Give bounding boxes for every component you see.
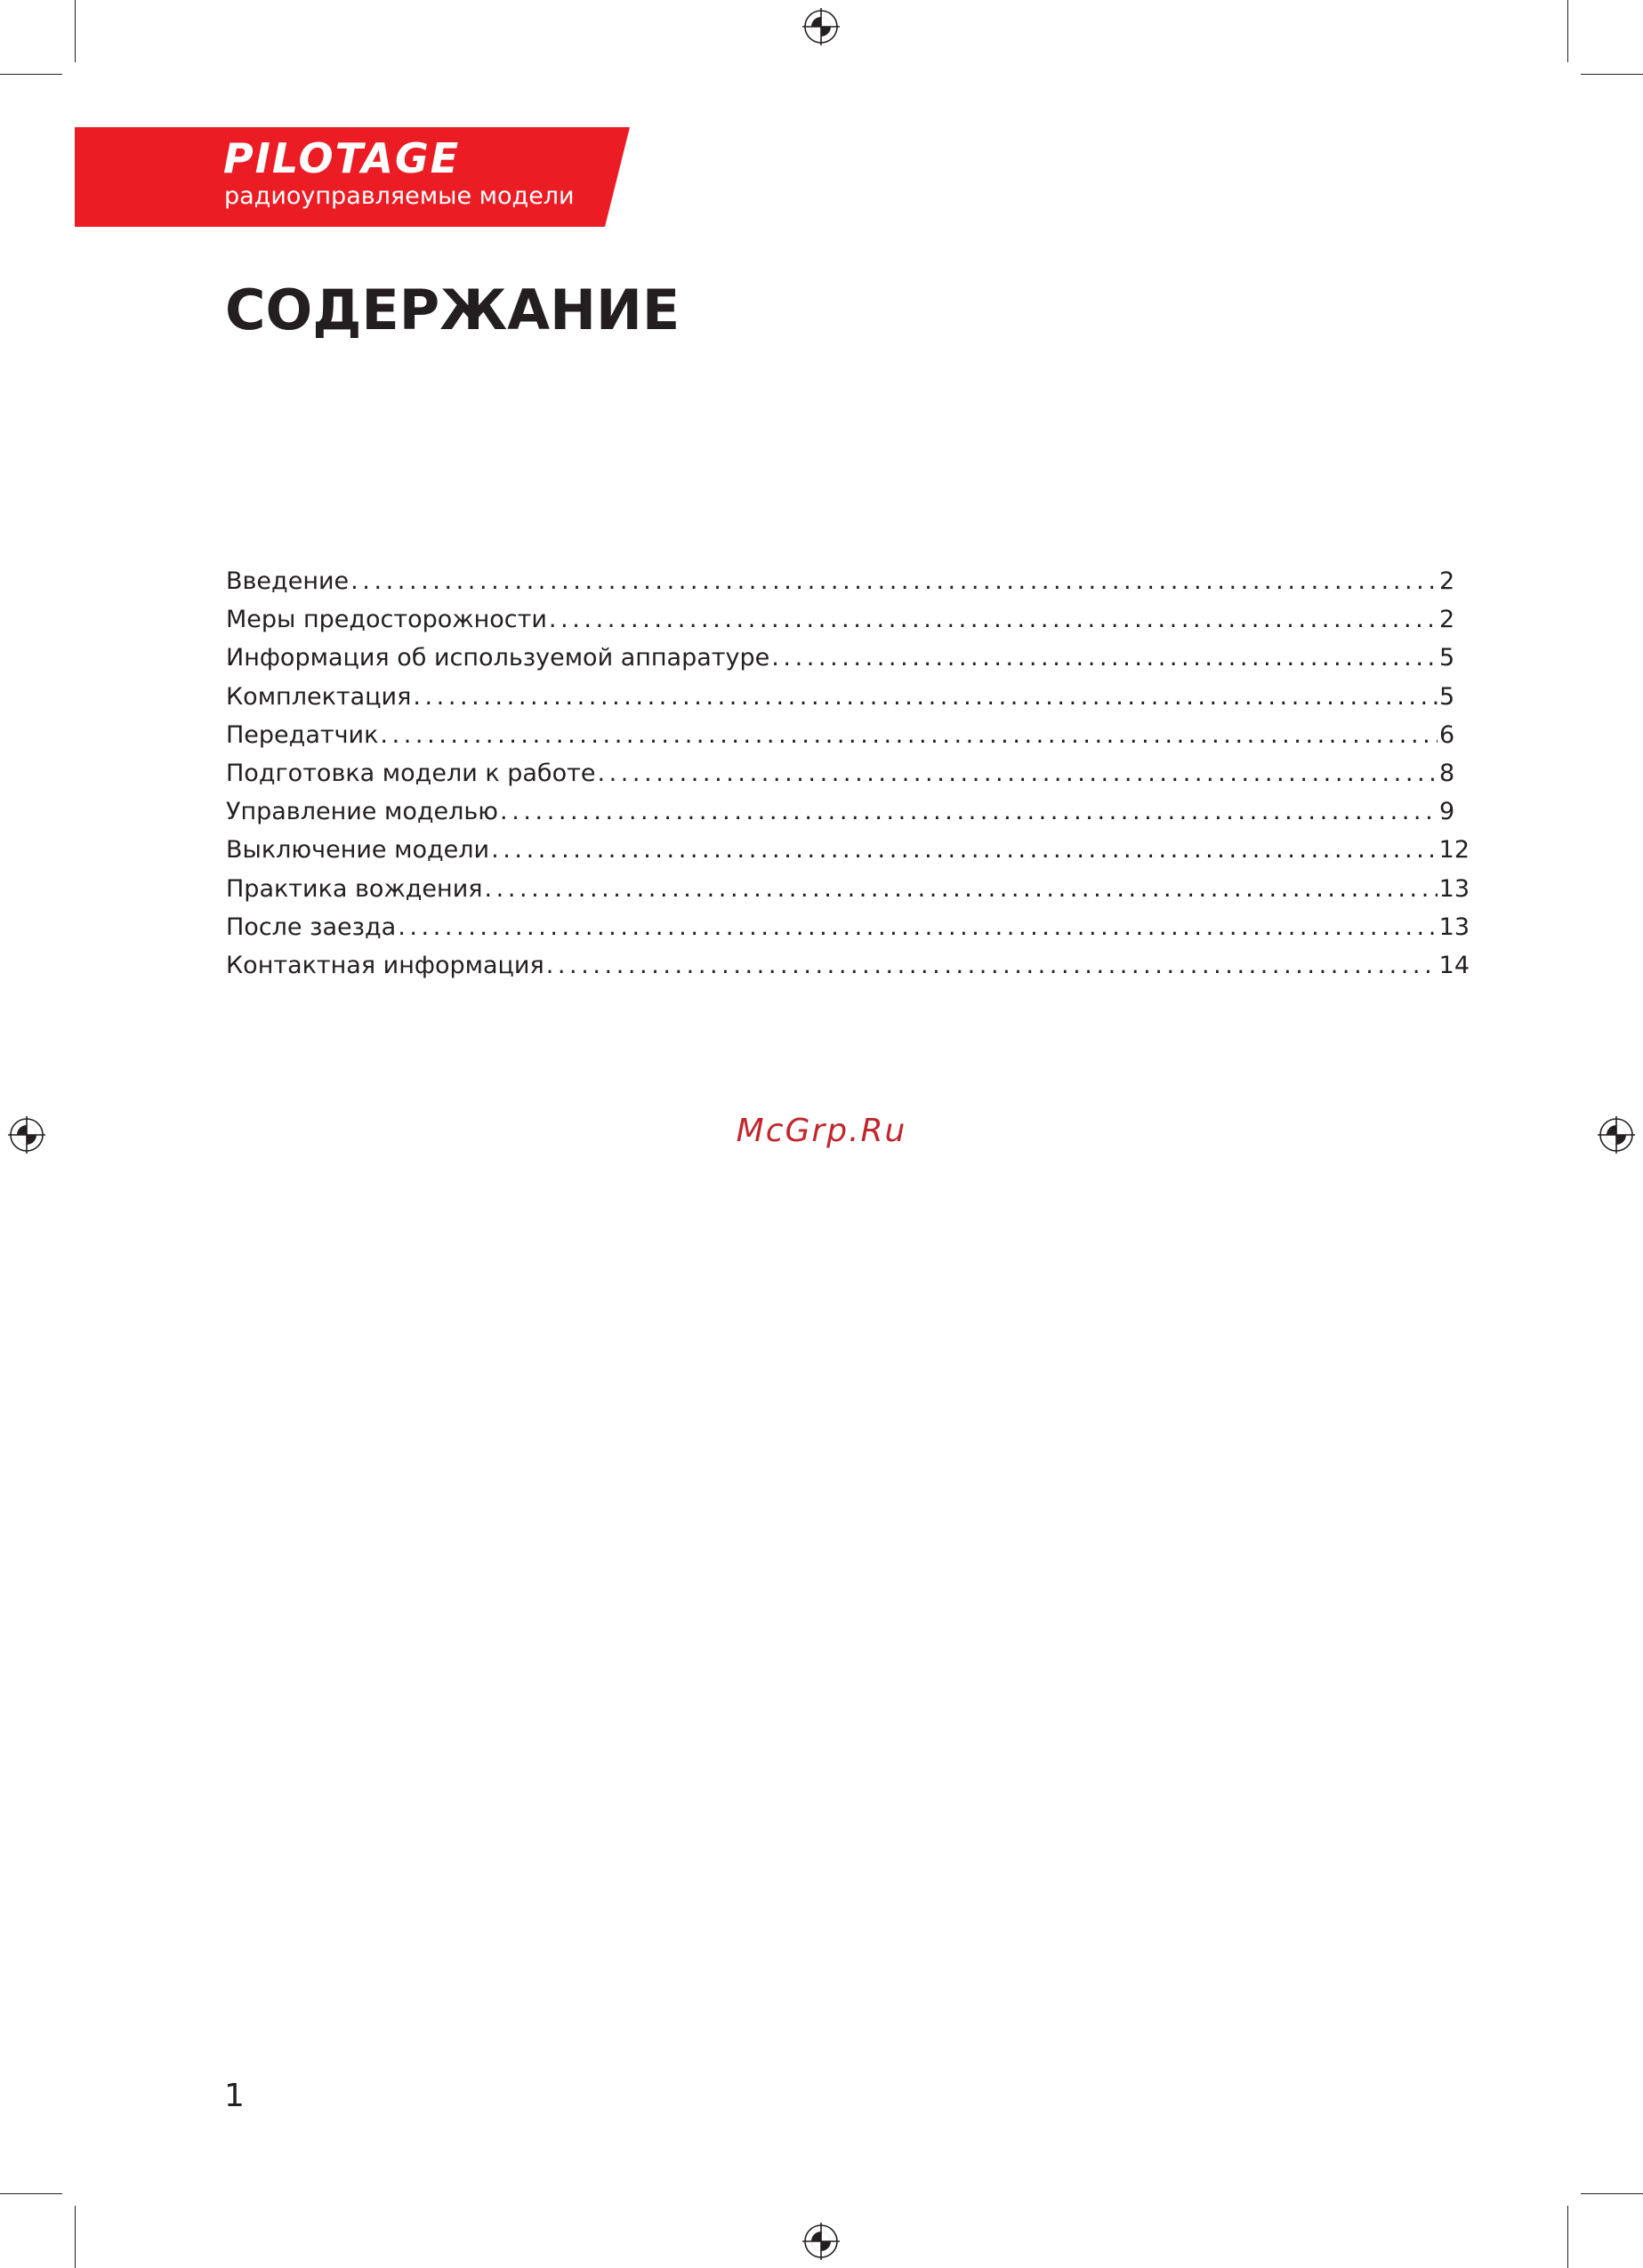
toc-entry-page: 2 xyxy=(1439,606,1455,634)
toc-entry-label: Информация об используемой аппаратуре xyxy=(226,644,770,672)
toc-entry[interactable] xyxy=(226,760,1470,798)
toc-leader xyxy=(350,567,1438,595)
watermark: McGrp.Ru xyxy=(736,1113,907,1149)
crop-mark-top-right-h xyxy=(1581,74,1643,75)
toc-entry[interactable] xyxy=(226,683,1470,721)
toc-leader xyxy=(546,952,1438,979)
crop-mark-bottom-right-v xyxy=(1567,2206,1568,2268)
crop-mark-top-left-v xyxy=(75,0,76,62)
crop-mark-bottom-left-v xyxy=(75,2206,76,2268)
crop-mark-top-left-h xyxy=(0,74,62,75)
toc-entry-label: Комплектация xyxy=(226,682,412,711)
toc-leader xyxy=(500,798,1438,825)
page-title: СОДЕРЖАНИЕ xyxy=(225,277,681,342)
toc-leader xyxy=(398,913,1437,941)
toc-entry[interactable] xyxy=(226,567,1470,606)
crop-mark-bottom-left-h xyxy=(0,2193,62,2194)
toc-leader xyxy=(597,760,1438,787)
toc-entry[interactable] xyxy=(226,952,1470,990)
toc-leader xyxy=(380,721,1438,749)
toc-entry-label: Практика вождения xyxy=(226,874,483,903)
toc-leader xyxy=(491,836,1438,864)
toc-entry-page: 5 xyxy=(1439,682,1455,711)
toc-entry-page: 5 xyxy=(1439,644,1455,672)
toc-entry[interactable] xyxy=(226,798,1470,836)
toc-entry-label: Контактная информация xyxy=(226,951,544,979)
toc-entry-label: Передатчик xyxy=(226,720,379,749)
toc-leader xyxy=(549,606,1438,633)
toc-entry-label: Управление моделью xyxy=(226,798,499,826)
toc-entry[interactable] xyxy=(226,875,1470,913)
toc-entry-label: Введение xyxy=(226,567,350,595)
toc-leader xyxy=(771,644,1438,672)
brand-name: PILOTAGE xyxy=(223,134,461,182)
toc-entry[interactable] xyxy=(226,721,1470,760)
brand-tagline: радиоуправляемые модели xyxy=(224,182,575,210)
toc-entry-page: 6 xyxy=(1439,720,1455,749)
toc-entry[interactable] xyxy=(226,836,1470,874)
toc-entry[interactable] xyxy=(226,913,1470,952)
toc-leader xyxy=(413,683,1438,711)
brand-logo xyxy=(75,127,630,227)
registration-mark-icon xyxy=(802,2223,840,2260)
toc-entry-label: Меры предосторожности xyxy=(226,606,547,634)
toc-entry-page: 13 xyxy=(1438,913,1470,941)
page-number: 1 xyxy=(224,2078,245,2114)
toc-entry-label: Подготовка модели к работе xyxy=(226,759,596,787)
toc-entry-page: 13 xyxy=(1438,874,1470,903)
toc-entry-page: 12 xyxy=(1438,836,1470,865)
registration-mark-icon xyxy=(802,8,840,45)
toc-entry-label: Выключение модели xyxy=(226,836,490,865)
crop-mark-bottom-right-h xyxy=(1581,2193,1643,2194)
crop-mark-top-right-v xyxy=(1567,0,1568,62)
table-of-contents xyxy=(226,567,1470,990)
toc-entry-label: После заезда xyxy=(226,913,397,941)
toc-entry-page: 14 xyxy=(1438,951,1470,979)
toc-entry-page: 9 xyxy=(1439,798,1455,826)
toc-entry[interactable] xyxy=(226,644,1470,682)
toc-entry-page: 2 xyxy=(1439,567,1455,595)
toc-entry[interactable] xyxy=(226,606,1470,644)
toc-leader xyxy=(484,875,1437,903)
toc-entry-page: 8 xyxy=(1439,759,1455,787)
